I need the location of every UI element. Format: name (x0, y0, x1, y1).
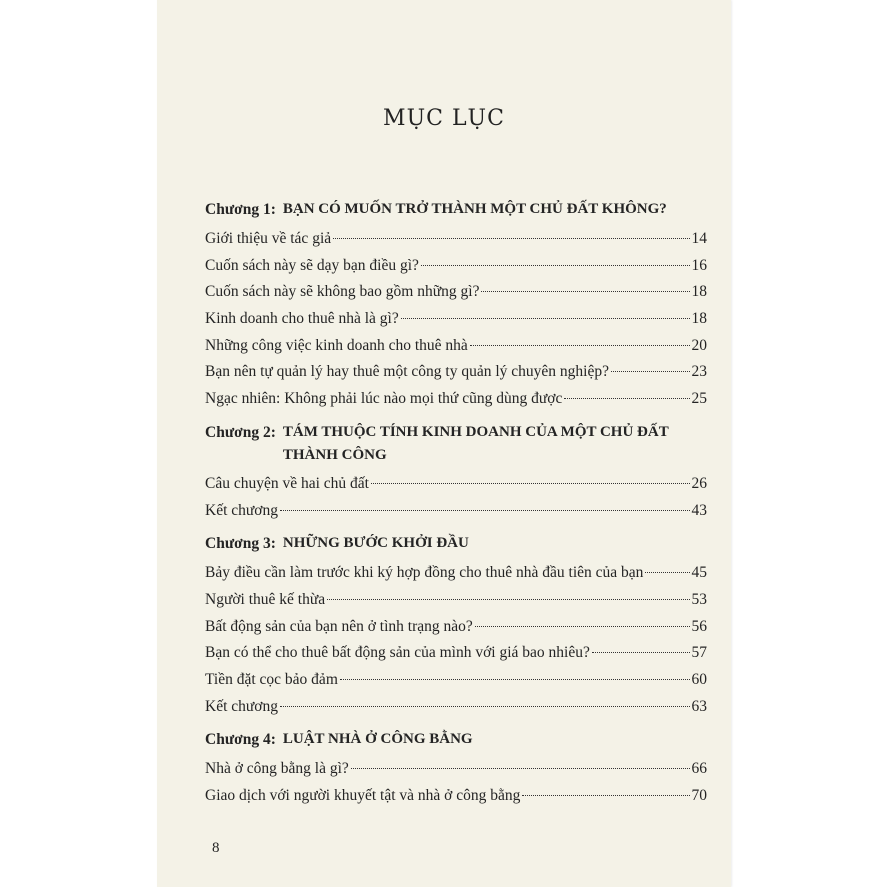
chapter-heading (205, 198, 707, 222)
toc-entry (205, 614, 707, 641)
entry-page: 14 (691, 230, 707, 247)
entry-page: 26 (691, 474, 707, 492)
entry-page: 66 (691, 760, 707, 778)
dot-leader (280, 510, 690, 511)
entry-title: Những công việc kinh doanh cho thuê nhà (205, 336, 468, 354)
dot-leader (592, 652, 690, 653)
toc-entry (205, 226, 707, 253)
toc-entry (205, 694, 707, 721)
toc-entry (205, 756, 707, 783)
entry-page: 43 (691, 501, 707, 519)
entry-title: Giới thiệu về tác giả (205, 230, 332, 247)
toc-heading: MỤC LỤC (383, 106, 505, 131)
entry-page: 45 (691, 564, 707, 582)
page-number: 8 (212, 840, 220, 856)
table-of-contents (205, 198, 707, 818)
entry-title: Kết chương (205, 501, 278, 519)
entry-title: Kết chương (205, 697, 278, 715)
dot-leader (280, 706, 690, 707)
toc-entry (205, 667, 707, 694)
entry-title: Người thuê kế thừa (205, 590, 326, 608)
chapter-group (205, 728, 707, 809)
chapter-title: TÁM THUỘC TÍNH KINH DOANH CỦA MỘT CHỦ ĐẤT THÀNH CÔNG (282, 423, 669, 463)
dot-leader (421, 265, 690, 266)
entry-page: 23 (691, 363, 707, 381)
toc-entry (205, 359, 707, 386)
entry-page: 53 (691, 590, 707, 608)
entry-title: Tiền đặt cọc bảo đảm (205, 670, 338, 688)
entry-page: 25 (691, 390, 707, 408)
chapter-label: Chương 4: (205, 731, 276, 749)
book-page (157, 0, 731, 887)
toc-entry (205, 498, 707, 525)
entry-page: 63 (691, 697, 707, 715)
toc-entry (205, 306, 707, 333)
entry-page: 56 (691, 617, 707, 635)
entry-title: Giao dịch với người khuyết tật và nhà ở công bằng (205, 787, 521, 804)
toc-entry (205, 783, 707, 810)
chapter-title: BẠN CÓ MUỐN TRỞ THÀNH MỘT CHỦ ĐẤT KHÔNG? (282, 201, 667, 217)
dot-leader (401, 318, 690, 319)
chapter-heading (205, 421, 707, 467)
dot-leader (470, 345, 690, 346)
entry-title: Cuốn sách này sẽ dạy bạn điều gì? (205, 256, 419, 274)
toc-entry (205, 560, 707, 587)
entry-page: 20 (691, 336, 707, 354)
toc-entry (205, 587, 707, 614)
toc-entry (205, 279, 707, 306)
entry-page: 18 (691, 283, 707, 301)
chapter-heading (205, 532, 707, 556)
chapter-group (205, 532, 707, 720)
entry-title: Bất động sản của bạn nên ở tình trạng nào? (205, 617, 473, 635)
entry-title: Cuốn sách này sẽ không bao gồm những gì? (205, 283, 480, 301)
chapter-label: Chương 1: (205, 201, 276, 218)
entry-page: 18 (691, 310, 707, 328)
chapter-title: LUẬT NHÀ Ở CÔNG BẰNG (282, 731, 473, 748)
chapter-group (205, 421, 707, 524)
dot-leader (327, 599, 689, 600)
entry-page: 16 (691, 256, 707, 274)
toc-entry (205, 471, 707, 498)
chapter-group (205, 198, 707, 413)
dot-leader (611, 371, 690, 372)
toc-entry (205, 333, 707, 360)
entry-title: Bạn có thể cho thuê bất động sản của mình với giá bao nhiêu? (205, 644, 590, 662)
chapter-label: Chương 3: (205, 535, 276, 553)
entry-title: Bạn nên tự quản lý hay thuê một công ty quản lý chuyên nghiệp? (205, 363, 609, 381)
toc-entry (205, 253, 707, 280)
dot-leader (564, 398, 689, 399)
toc-entry (205, 640, 707, 667)
dot-leader (481, 291, 689, 292)
dot-leader (333, 238, 689, 239)
dot-leader (522, 795, 689, 796)
dot-leader (371, 483, 690, 484)
entry-title: Câu chuyện về hai chủ đất (205, 474, 369, 492)
entry-page: 70 (691, 787, 707, 804)
dot-leader (351, 768, 690, 769)
chapter-label: Chương 2: (205, 423, 276, 441)
entry-page: 60 (691, 670, 707, 688)
toc-entry (205, 386, 707, 413)
entry-page: 57 (691, 644, 707, 662)
chapter-heading (205, 728, 707, 752)
dot-leader (645, 572, 689, 573)
entry-title: Kinh doanh cho thuê nhà là gì? (205, 310, 399, 328)
dot-leader (340, 679, 690, 680)
entry-title: Nhà ở công bằng là gì? (205, 760, 349, 778)
entry-title: Ngạc nhiên: Không phải lúc nào mọi thứ cũng dùng được (205, 390, 563, 408)
chapter-title: NHỮNG BƯỚC KHỞI ĐẦU (282, 535, 469, 552)
dot-leader (475, 626, 690, 627)
entry-title: Bảy điều cần làm trước khi ký hợp đồng cho thuê nhà đầu tiên của bạn (205, 564, 644, 582)
